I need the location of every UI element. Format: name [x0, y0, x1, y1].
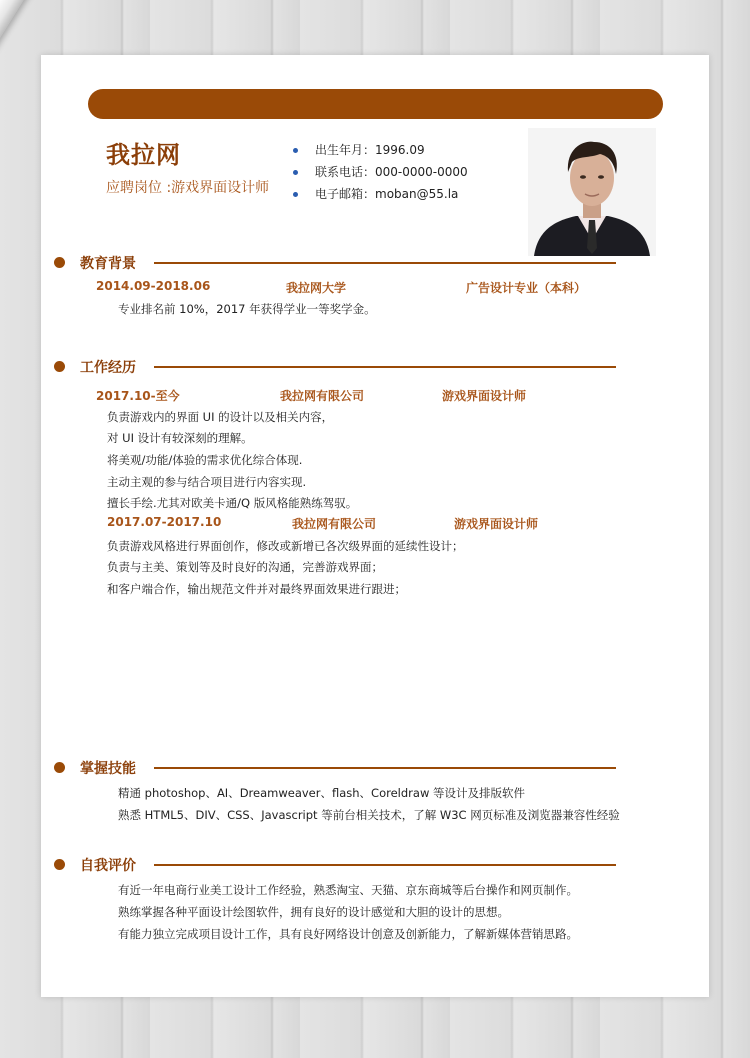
- education-school: 我拉网大学: [286, 281, 347, 295]
- section-divider: [154, 767, 616, 769]
- section-bullet-icon: [54, 361, 65, 372]
- section-bullet-icon: [54, 762, 65, 773]
- section-education: [54, 253, 616, 273]
- bullet-dot-icon: [293, 148, 298, 153]
- job-line: 擅长手绘.尤其对欧美卡通/Q 版风格能熟练驾驭。: [107, 496, 358, 510]
- bullet-dot-icon: [293, 192, 298, 197]
- education-desc: 专业排名前 10%，2017 年获得学业一等奖学金。: [118, 302, 376, 316]
- education-date: 2014.09-2018.06: [96, 279, 211, 293]
- job-line: 将美观/功能/体验的需求优化综合体现.: [107, 453, 303, 467]
- job-company: 我拉网有限公司: [292, 517, 377, 531]
- job-line: 负责与主美、策划等及时良好的沟通，完善游戏界面；: [107, 560, 383, 574]
- skill-line: 熟悉 HTML5、DIV、CSS、Javascript 等前台相关技术，了解 W3C 网页标准及浏览器兼容性经验: [118, 808, 620, 822]
- section-self-evaluation: [54, 855, 616, 875]
- info-row: 联系电话：000-0000-0000: [293, 161, 468, 183]
- job-line: 和客户端合作，输出规范文件并对最终界面效果进行跟进；: [107, 582, 406, 596]
- applied-position: 应聘岗位 :游戏界面设计师: [106, 180, 270, 196]
- section-title: 工作经历: [80, 360, 136, 376]
- self-line: 有近一年电商行业美工设计工作经验，熟悉淘宝、天猫、京东商城等后台操作和网页制作。: [118, 883, 578, 897]
- section-bullet-icon: [54, 859, 65, 870]
- section-work: [54, 357, 616, 377]
- candidate-name: 我拉网: [106, 141, 181, 169]
- job-date: 2017.07-2017.10: [107, 515, 222, 529]
- contact-info: [293, 139, 468, 205]
- job-line: 负责游戏风格进行界面创作，修改或新增已各次级界面的延续性设计；: [107, 539, 464, 553]
- job-line: 主动主观的参与结合项目进行内容实现.: [107, 475, 307, 489]
- skill-line: 精通 photoshop、AI、Dreamweaver、flash、Coreldraw 等设计及排版软件: [118, 786, 526, 800]
- job-line: 负责游戏内的界面 UI 的设计以及相关内容，: [107, 410, 334, 424]
- section-divider: [154, 864, 616, 866]
- job-role: 游戏界面设计师: [442, 389, 527, 403]
- education-major: 广告设计专业（本科）: [466, 281, 587, 295]
- job-line: 对 UI 设计有较深刻的理解。: [107, 431, 253, 445]
- portrait-image: [528, 128, 656, 256]
- section-divider: [154, 262, 616, 264]
- profile-photo: [528, 128, 656, 256]
- info-row: 电子邮箱：moban@55.la: [293, 183, 468, 205]
- job-company: 我拉网有限公司: [280, 389, 365, 403]
- section-bullet-icon: [54, 257, 65, 268]
- header-bar: [88, 89, 663, 119]
- section-skills: [54, 758, 616, 778]
- job-role: 游戏界面设计师: [454, 517, 539, 531]
- section-title: 掌握技能: [80, 761, 136, 777]
- bullet-dot-icon: [293, 170, 298, 175]
- self-line: 有能力独立完成项目设计工作，具有良好网络设计创意及创新能力，了解新媒体营销思路。: [118, 927, 578, 941]
- info-row: 出生年月：1996.09: [293, 139, 468, 161]
- section-title: 教育背景: [80, 256, 136, 272]
- section-title: 自我评价: [80, 858, 136, 874]
- job-date: 2017.10-至今: [96, 389, 180, 403]
- self-line: 熟练掌握各种平面设计绘图软件，拥有良好的设计感觉和大胆的设计的思想。: [118, 905, 509, 919]
- section-divider: [154, 366, 616, 368]
